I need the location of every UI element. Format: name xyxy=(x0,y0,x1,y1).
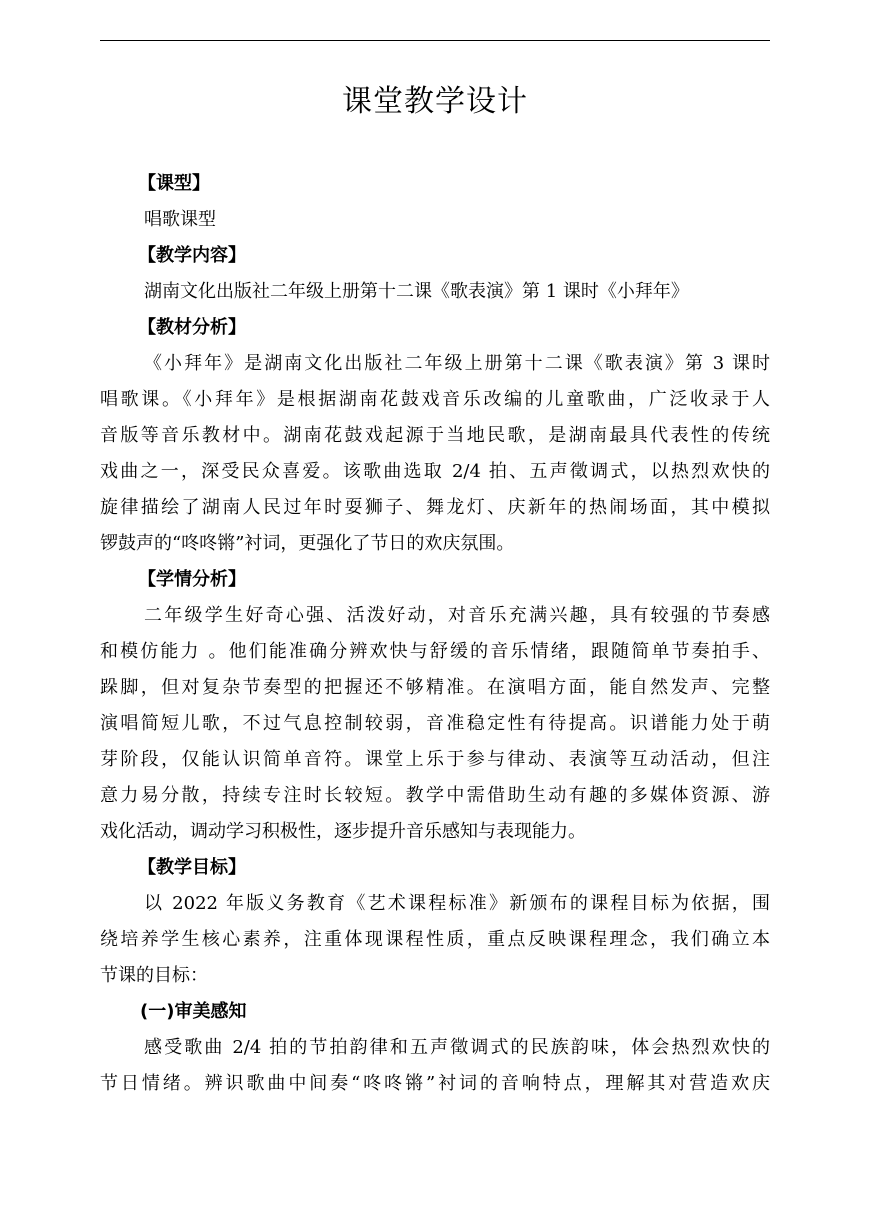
paragraph-line: 节日情绪。辨识歌曲中间奏“咚咚锵”衬词的音响特点，理解其对营造欢庆 xyxy=(100,1073,770,1094)
paragraph-line: 二年级学生好奇心强、活泼好动，对音乐充满兴趣，具有较强的节奏感 xyxy=(144,605,770,626)
page-title: 课堂教学设计 xyxy=(342,84,528,119)
section-heading-content: 【教学内容】 xyxy=(138,245,246,266)
paragraph-line: 唱歌课型 xyxy=(144,209,216,230)
section-heading-student-analysis: 【学情分析】 xyxy=(138,569,246,590)
paragraph-line: 旋律描绘了湖南人民过年时耍狮子、舞龙灯、庆新年的热闹场面，其中模拟 xyxy=(100,497,770,518)
paragraph-line: 戏化活动，调动学习积极性，逐步提升音乐感知与表现能力。 xyxy=(100,821,586,842)
paragraph-line: 湖南文化出版社二年级上册第十二课《歌表演》第 1 课时《小拜年》 xyxy=(144,281,689,302)
section-heading-objectives: 【教学目标】 xyxy=(138,857,246,878)
section-heading-material-analysis: 【教材分析】 xyxy=(138,317,246,338)
paragraph-line: 演唱简短儿歌，不过气息控制较弱，音准稳定性有待提高。识谱能力处于萌 xyxy=(100,713,770,734)
paragraph-line: 唱歌课。《小拜年》是根据湖南花鼓戏音乐改编的儿童歌曲，广泛收录于人 xyxy=(100,389,770,410)
paragraph-line: 感受歌曲 2/4 拍的节拍韵律和五声徵调式的民族韵味，体会热烈欢快的 xyxy=(144,1037,770,1058)
paragraph-line: 《小拜年》是湖南文化出版社二年级上册第十二课《歌表演》第 3 课时 xyxy=(144,353,770,374)
paragraph-line: 音版等音乐教材中。湖南花鼓戏起源于当地民歌，是湖南最具代表性的传统 xyxy=(100,425,770,446)
paragraph-line: 和模仿能力 。他们能准确分辨欢快与舒缓的音乐情绪，跟随简单节奏拍手、 xyxy=(100,641,770,662)
paragraph-line: 意力易分散，持续专注时长较短。教学中需借助生动有趣的多媒体资源、游 xyxy=(100,785,770,806)
document-body xyxy=(100,166,770,1102)
paragraph-line: 以 2022 年版义务教育《艺术课程标准》新颁布的课程目标为依据，围 xyxy=(144,893,770,914)
paragraph-line: 节课的目标： xyxy=(100,965,208,986)
paragraph-line: 绕培养学生核心素养，注重体现课程性质，重点反映课程理念，我们确立本 xyxy=(100,929,770,950)
paragraph-line: 芽阶段，仅能认识简单音符。课堂上乐于参与律动、表演等互动活动，但注 xyxy=(100,749,770,770)
paragraph-line: 跺脚，但对复杂节奏型的把握还不够精准。在演唱方面，能自然发声、完整 xyxy=(100,677,770,698)
section-heading-course-type: 【课型】 xyxy=(138,173,210,194)
header-rule xyxy=(100,40,770,41)
paragraph-line: 戏曲之一，深受民众喜爱。该歌曲选取 2/4 拍、五声徵调式，以热烈欢快的 xyxy=(100,461,770,482)
sub-heading-aesthetic-perception: (一)审美感知 xyxy=(140,1001,247,1022)
paragraph-line: 锣鼓声的“咚咚锵”衬词，更强化了节日的欢庆氛围。 xyxy=(100,533,515,554)
